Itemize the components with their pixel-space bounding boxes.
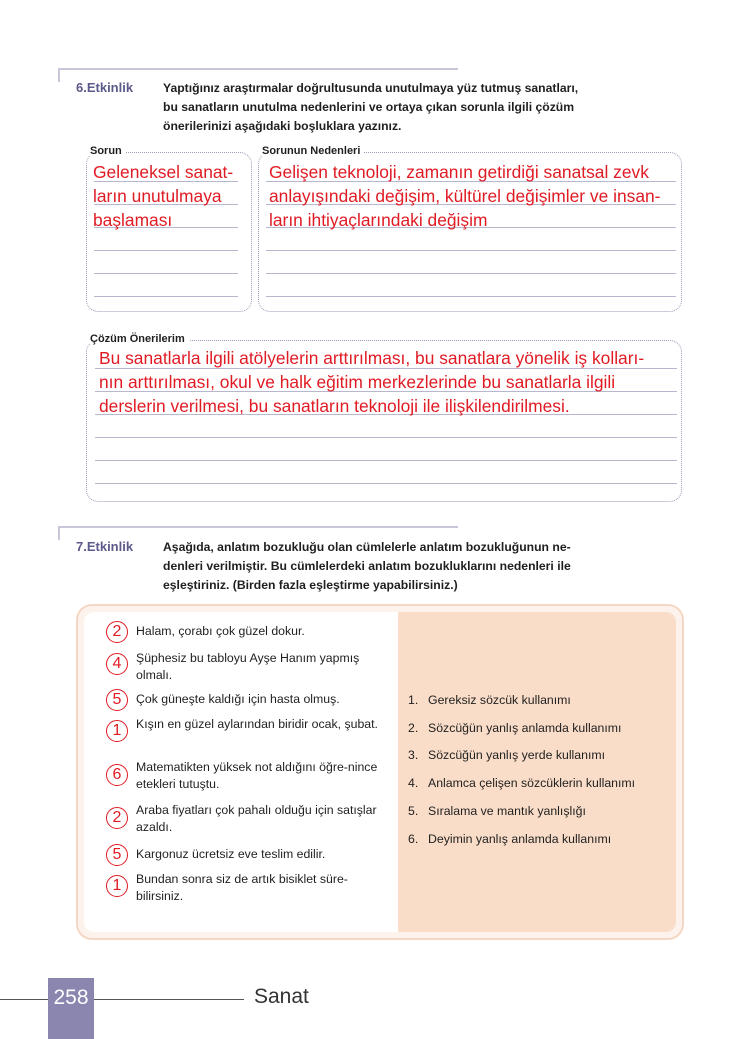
nedenler-label: Sorunun Nedenleri [262,145,364,157]
answer-circle: 5 [106,689,128,711]
reason-number: 6. [408,832,419,846]
instruction-line: Aşağıda, anlatım bozukluğu olan cümlelerle anlatım bozukluğunun ne- [163,540,571,554]
sentence-item [106,846,388,863]
activity6-instruction [163,79,578,136]
footer-rule-right [94,999,244,1000]
answer-line [94,250,238,251]
reason-item [408,804,586,818]
reason-text: Anlamca çelişen sözcüklerin kullanımı [428,776,636,790]
answer-line [95,437,677,438]
answer-circle: 1 [106,720,128,742]
answer-circle: 1 [106,875,128,897]
sorun-label: Sorun [90,145,126,157]
sorun-answer-line: Geleneksel sanat- [93,162,234,182]
nedenler-answer-line: anlayışındaki değişim, kültürel değişimler ve insan- [269,186,661,206]
reason-text: Sıralama ve mantık yanlışlığı [428,804,586,818]
sentence-text: Kışın en güzel aylarından biridir ocak, şubat. [136,717,378,731]
sorun-answer-line: ların unutulmaya [93,186,222,206]
instruction-line: eşleştiriniz. (Birden fazla eşleştirme yapabilirsiniz.) [163,578,458,592]
cozum-answer-line: nın arttırılması, okul ve halk eğitim merkezlerinde bu sanatlarla ilgili [99,372,616,392]
sentence-item [106,650,388,684]
reason-item [408,776,635,790]
reason-text: Gereksiz sözcük kullanımı [428,693,571,707]
sentence-item [106,623,388,640]
reason-number: 5. [408,804,419,818]
reason-text: Deyimin yanlış anlamda kullanımı [428,832,612,846]
reason-item [408,832,611,846]
sentence-text: Kargonuz ücretsiz eve teslim edilir. [136,847,326,861]
answer-line [94,296,238,297]
sentence-text: Araba fiyatları çok pahalı olduğu için satışlar azaldı. [136,803,377,834]
instruction-line: önerilerinizi aşağıdaki boşluklara yazınız. [163,119,402,133]
instruction-line: Yaptığınız araştırmalar doğrultusunda unutulmaya yüz tutmuş sanatları, [163,81,579,95]
cozum-label: Çözüm Önerilerim [90,333,189,345]
nedenler-answer-line: Gelişen teknoloji, zamanın getirdiği sanatsal zevk [269,162,649,182]
cozum-answer-line: Bu sanatlarla ilgili atölyelerin arttırılması, bu sanatlara yönelik iş kolları- [99,348,645,368]
answer-line [266,250,676,251]
answer-circle: 5 [106,844,128,866]
footer-rule-left [0,999,48,1000]
answer-line [95,460,677,461]
reason-text: Sözcüğün yanlış yerde kullanımı [428,748,606,762]
sentence-text: Halam, çorabı çok güzel dokur. [136,624,305,638]
sentence-item [106,716,388,739]
reason-item [408,721,621,735]
reason-text: Sözcüğün yanlış anlamda kullanımı [428,721,622,735]
reason-number: 1. [408,693,419,707]
reasons-column [398,612,676,932]
answer-line [266,273,676,274]
sentence-text: Çok güneşte kaldığı için hasta olmuş. [136,692,340,706]
instruction-line: bu sanatların unutulma nedenlerini ve ortaya çıkan sorunla ilgili çözüm [163,100,575,114]
sentence-text: Matematikten yüksek not aldığını öğre-nince etekleri tutuştu. [136,760,378,791]
reason-number: 3. [408,748,419,762]
sorun-answer-line: başlaması [93,210,173,230]
reason-item [408,693,571,707]
nedenler-answer-line: ların ihtiyaçlarındaki değişim [269,210,488,230]
subject-title: Sanat [254,985,309,1008]
page-number: 258 [53,986,89,1009]
reason-item [408,748,605,762]
answer-line [95,483,677,484]
answer-circle: 2 [106,807,128,829]
sentence-item [106,691,388,708]
sentence-text: Şüphesiz bu tabloyu Ayşe Hanım yapmış olmalı. [136,651,360,682]
activity7-instruction [163,538,571,595]
instruction-line: denleri verilmiştir. Bu cümlelerdeki anlatım bozukluklarını nedenleri ile [163,559,571,573]
answer-line [94,273,238,274]
reason-number: 4. [408,776,419,790]
cozum-answer-line: derslerin verilmesi, bu sanatların teknoloji ile ilişkilendirilmesi. [99,396,570,416]
answer-circle: 6 [106,764,128,786]
answer-circle: 4 [106,653,128,675]
activity6-label: 6.Etkinlik [76,80,134,95]
sentence-text: Bundan sonra siz de artık bisiklet süre-bilirsiniz. [136,872,348,903]
answer-line [266,296,676,297]
reason-number: 2. [408,721,419,735]
activity7-label: 7.Etkinlik [76,539,134,554]
sentence-item [106,871,388,905]
sentence-item [106,759,388,793]
sentence-item [106,802,388,836]
answer-circle: 2 [106,621,128,643]
